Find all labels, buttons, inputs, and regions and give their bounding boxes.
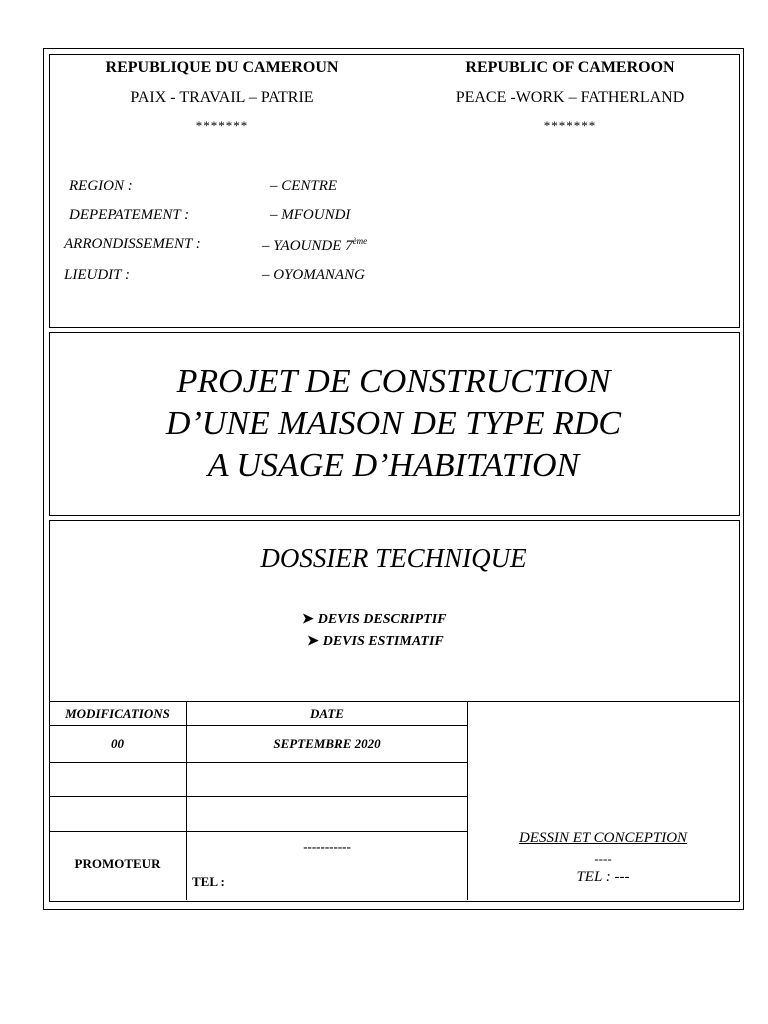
table-row-line-1 bbox=[49, 725, 467, 726]
promoteur-value: ----------- bbox=[303, 839, 351, 854]
dossier-title: DOSSIER TECHNIQUE bbox=[260, 543, 527, 573]
modification-date: SEPTEMBRE 2020 bbox=[273, 736, 381, 751]
table-top-line bbox=[49, 701, 739, 702]
arrondissement-value bbox=[262, 236, 367, 255]
region-label: REGION : bbox=[69, 178, 133, 194]
modifications-header: MODIFICATIONS bbox=[65, 706, 170, 721]
region-value: – CENTRE bbox=[270, 178, 338, 194]
republic-fr-title: REPUBLIQUE DU CAMEROUN bbox=[105, 59, 339, 76]
table-row-line-2 bbox=[49, 762, 467, 763]
design-title: DESSIN ET CONCEPTION bbox=[518, 830, 688, 846]
project-title-line-2: D’UNE MAISON DE TYPE RDC bbox=[165, 405, 622, 442]
date-header: DATE bbox=[310, 706, 344, 721]
republic-en-title: REPUBLIC OF CAMEROON bbox=[465, 59, 675, 76]
promoteur-label: PROMOTEUR bbox=[74, 856, 161, 871]
project-title-line-1: PROJET DE CONSTRUCTION bbox=[176, 363, 611, 400]
devis-descriptif-item bbox=[302, 611, 447, 628]
devis-estimatif-item bbox=[307, 633, 444, 650]
departement-value: – MFOUNDI bbox=[270, 207, 351, 223]
table-row-line-4 bbox=[49, 831, 467, 832]
arrow-right-icon: ➤ bbox=[302, 612, 314, 627]
departement-label: DEPEPATEMENT : bbox=[69, 207, 190, 223]
arrondissement-label: ARRONDISSEMENT : bbox=[64, 236, 201, 252]
republic-fr-stars: ******* bbox=[195, 118, 249, 133]
republic-en-motto: PEACE -WORK – FATHERLAND bbox=[455, 89, 685, 106]
design-value: ---- bbox=[594, 851, 612, 866]
devis-descriptif-label: DEVIS DESCRIPTIF bbox=[317, 612, 447, 627]
design-tel: TEL : --- bbox=[576, 869, 630, 885]
table-row-line-3 bbox=[49, 796, 467, 797]
promoteur-tel: TEL : bbox=[192, 874, 225, 889]
republic-en-stars: ******* bbox=[543, 118, 597, 133]
arrondissement-value-sup: ème bbox=[352, 236, 368, 246]
lieudit-value: – OYOMANANG bbox=[262, 267, 365, 283]
lieudit-label: LIEUDIT : bbox=[64, 267, 130, 283]
table-col-line-1 bbox=[186, 701, 187, 900]
arrow-right-icon: ➤ bbox=[307, 634, 319, 649]
modification-number: 00 bbox=[111, 736, 124, 751]
republic-fr-motto: PAIX - TRAVAIL – PATRIE bbox=[130, 89, 314, 106]
arrondissement-value-text: – YAOUNDE 7 bbox=[262, 238, 353, 254]
project-title-line-3: A USAGE D’HABITATION bbox=[207, 447, 580, 484]
devis-estimatif-label: DEVIS ESTIMATIF bbox=[322, 634, 444, 649]
